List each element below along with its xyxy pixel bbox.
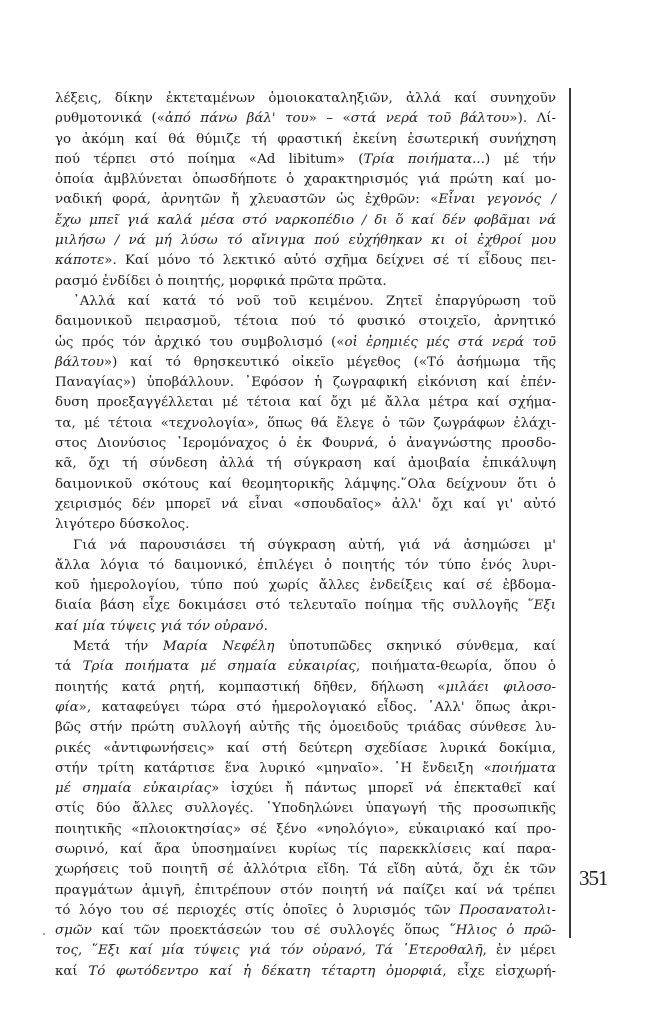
text-line [55, 820, 556, 840]
text-line [55, 475, 556, 495]
text-line [55, 130, 556, 150]
text-segment: Παναγίας») ὑποβάλλουν. ᾿Εφόσον ἡ ζωγραφική εἰκόνιση καί ἐπέν- [55, 375, 556, 391]
text-line [55, 739, 556, 759]
text-line [55, 515, 556, 535]
text-segment: ποιητικῆς «πλοιοκτησίας» σέ ξένο «νηολόγιο», εὐκαιριακό καί προ- [55, 821, 556, 837]
text-segment: σωρινό, καί ἄρα ὑποσημαίνει κυρίως τίς παρεκκλίσεις καί παρα- [55, 841, 556, 857]
text-segment: τα, μέ τέτοια «τεχνολογία», ὅπως θά ἔλεγε ὁ τῶν ζωγράφων ἐλάχι- [55, 415, 556, 431]
text-segment: ὑποτυπῶδες σκηνικό σύνθεμα, καί [274, 639, 556, 655]
text-line [55, 556, 556, 576]
text-segment: ») καί τό θρησκευτικό οἰκεῖο μέγεθος («Τό ἀσήμωμα τῆς [103, 354, 556, 370]
text-segment: λέξεις, δίκην ἐκτεταμένων ὁμοιοκαταληξιῶν, ἀλλά καί συνηχοῦν [55, 91, 556, 106]
text-line [55, 840, 556, 860]
text-segment: , ἐν μέρει [482, 943, 556, 959]
text-segment: ἄλλα λόγια τό δαιμονικό, ἐπιλέγει ὁ ποιητής τόν τύπο ἑνός λυρι- [55, 557, 556, 573]
text-segment: ρυθμοτονικά (« [55, 111, 165, 127]
text-line [55, 414, 556, 434]
text-line [55, 373, 556, 393]
italic-text-segment: Εἶναι γεγονός / [438, 192, 556, 208]
italic-text-segment: Τό φωτόδεντρο καί ἡ δέκατη τέταρτη ὀμορφιά [88, 963, 443, 979]
italic-text-segment: ἔχω μπεῖ γιά καλά μέσα στό ναρκοπέδιο / δι ὅ καί δέν φοβᾶμαι νά [55, 212, 556, 228]
italic-text-segment: μιλήσω / νά μή λύσω τό αἴνιγμα πού εὐχήθηκαν κι οἱ ἐχθροί μου [55, 233, 556, 249]
text-segment: δαιμονικοῦ πειρασμοῦ, τέτοια πού τό φυσικό στοιχεῖο, ἀρνητικό [55, 314, 556, 330]
italic-text-segment: Τρία ποιήματα μέ σημαία εὐκαιρίας [82, 659, 356, 675]
text-line [55, 536, 556, 556]
text-segment: γο ἀκόμη καί θά θύμιζε τή φραστική ἐκείνη ἐσωτερική συνήχηση [55, 131, 556, 147]
text-segment: πραγμάτων ἀμιγῆ, ἐπιτρέπουν στόν ποιητή νά παίζει καί νά τρέπει [55, 882, 556, 898]
text-line [55, 393, 556, 413]
body-text [55, 89, 556, 982]
text-segment: καί τῶν προεκτάσεών του σέ συλλογές ὅπως [91, 923, 449, 939]
italic-text-segment: τος [55, 943, 78, 959]
text-line [55, 89, 556, 109]
text-line [55, 678, 556, 698]
text-line [55, 617, 556, 637]
margin-rule [569, 88, 571, 938]
italic-text-segment: Τρία ποιήματα... [363, 151, 485, 167]
text-segment: λιγότερο δύσκολος. [55, 517, 190, 533]
italic-text-segment: φία [55, 699, 79, 715]
text-segment: Μετά τήν [73, 639, 163, 655]
italic-text-segment: σμῶν [55, 923, 92, 939]
text-segment: , [361, 943, 376, 959]
text-segment: ὁποία ἀμβλύνεται ὁπωσδήποτε ὁ χαρακτηρισμός γιά πρώτη καί μο- [55, 172, 556, 188]
italic-text-segment: ποιήματα [491, 760, 556, 776]
text-segment: πού τέρπει στό ποίημα «Ad libitum» ( [55, 151, 364, 167]
italic-text-segment: ἀπό πάνω βάλ' του [164, 111, 309, 127]
text-line [55, 637, 556, 657]
italic-text-segment: Μαρία Νεφέλη [162, 639, 275, 655]
text-line [55, 698, 556, 718]
text-line [55, 150, 556, 170]
italic-text-segment: μιλάει φιλοσο- [445, 679, 556, 695]
italic-text-segment: στά νερά τοῦ βάλτου [350, 111, 510, 127]
text-line [55, 941, 556, 961]
text-line [55, 272, 556, 292]
italic-text-segment: κάποτε [55, 253, 105, 269]
text-line [55, 657, 556, 677]
text-line [55, 251, 556, 271]
text-segment: ) μέ τήν [484, 151, 556, 167]
text-line [55, 921, 556, 941]
text-segment: Γιά νά παρουσιάσει τή σύγκραση αὐτή, γιά νά ἀσημώσει μ' [73, 537, 556, 553]
text-segment: ». Καί μόνο τό λεκτικό αὐτό σχῆμα δείχνει σέ τί εἶδους πει- [104, 253, 556, 269]
text-segment: ρικές «ἀντιφωνήσεις» καί στή δεύτερη σχεδίασε λυρικά δοκίμια, [55, 740, 556, 756]
text-line [55, 333, 556, 353]
text-segment: στήν τρίτη κατάρτισε ἕνα λυρικό «μηναῖο». ῾Η ἔνδειξη « [55, 760, 492, 776]
text-segment: » – « [308, 111, 351, 127]
text-segment: , [77, 943, 92, 959]
text-line [55, 799, 556, 819]
text-line [55, 495, 556, 515]
text-segment: τά [55, 659, 83, 675]
italic-text-segment: μέ σημαία εὐκαιρίας [55, 781, 212, 797]
text-segment: καί [55, 963, 89, 979]
text-segment: ποιητής κατά ρητή, κομπαστική δῆθεν, δήλωση « [55, 679, 446, 695]
text-segment: κοῦ ἡμερολογίου, τύπο πού χωρίς ἄλλες ἐνδείξεις καί σέ ἑβδομα- [55, 578, 556, 594]
italic-text-segment: βάλτου [55, 354, 104, 370]
text-segment: διαία βάση εἶχε δοκιμάσει στό τελευταῖο ποίημα τῆς συλλογῆς [55, 598, 527, 614]
text-line [55, 231, 556, 251]
text-segment: . [263, 618, 268, 634]
text-segment: », καταφεύγει τώρα στό ἡμερολογιακό εἶδος. ᾿Αλλ' ὅπως ἀκρι- [78, 699, 556, 715]
text-line [55, 881, 556, 901]
italic-text-segment: ῞Ηλιος ὁ πρῶ- [448, 923, 556, 939]
italic-text-segment: οἱ ἐρημιές μές στά νερά τοῦ [344, 334, 556, 350]
text-segment: , ποιήματα-θεωρία, ὅπου ὁ [355, 659, 556, 675]
text-segment: ναδική φορά, ἀρνητῶν ἤ χλευαστῶν ὡς ἐχθρῶν: « [55, 192, 439, 208]
italic-text-segment: ῞Εξι καί μία τύψεις γιά τόν οὐρανό [91, 943, 362, 959]
text-line [55, 962, 556, 982]
text-line [55, 779, 556, 799]
text-segment: ᾿Αλλά καί κατά τό νοῦ τοῦ κειμένου. Ζητεῖ ἐπαργύρωση τοῦ [73, 293, 556, 309]
text-line [55, 190, 556, 210]
text-line [55, 596, 556, 616]
text-segment: στίς δύο ἄλλες συλλογές. ῾Υποδηλώνει ὑπαγωγή τῆς προσωπικῆς [55, 801, 556, 817]
italic-text-segment: Τά ῾Ετεροθαλῆ [375, 943, 483, 959]
text-line [55, 860, 556, 880]
text-segment: στος Διονύσιος ῾Ιερομόναχος ὁ ἐκ Φουρνά, ὁ ἀναγνώστης προσδο- [55, 436, 556, 452]
text-line [55, 109, 556, 129]
text-segment: δυση προεξαγγέλλεται μέ τέτοια καί ὄχι μέ ἄλλα μέτρα καί σχήμα- [55, 395, 556, 411]
scan-speck [43, 933, 45, 935]
text-line [55, 576, 556, 596]
text-line [55, 454, 556, 474]
italic-text-segment: Προσανατολι- [459, 902, 556, 918]
text-segment: βῶς στήν πρώτη συλλογή αὐτῆς τῆς ὁμοειδοῦς τριάδας σύνθεσε λυ- [55, 720, 556, 736]
text-segment: χωρήσεις τοῦ ποιητῆ σέ ἀλλότρια εἴδη. Τά εἴδη αὐτά, ὄχι ἐκ τῶν [55, 862, 556, 878]
text-segment: ὡς πρός τόν ἀρχικό του συμβολισμό (« [55, 334, 345, 350]
text-line [55, 292, 556, 312]
text-segment: ρασμό ἐνδίδει ὁ ποιητής, μορφικά πρῶτα πρῶτα. [55, 273, 387, 289]
text-line [55, 434, 556, 454]
text-segment: τό λόγο του σέ περιοχές στίς ὁποῖες ὁ λυρισμός τῶν [55, 902, 460, 918]
text-segment: »). Λί- [509, 111, 556, 127]
text-line [55, 211, 556, 231]
text-segment: , εἶχε εἰσχωρή- [442, 963, 556, 979]
text-line [55, 312, 556, 332]
italic-text-segment: ῞Εξι [526, 598, 556, 614]
italic-text-segment: καί μία τύψεις γιά τόν οὐρανό [55, 618, 264, 634]
text-segment: κᾶ, ὄχι τή σύνδεση ἀλλά τή σύγκραση καί ἀμοιβαία ἐπικάλυψη [55, 456, 556, 472]
text-line [55, 170, 556, 190]
page-number: 351 [579, 866, 608, 890]
text-line [55, 353, 556, 373]
text-segment: δαιμονικοῦ σκότους καί θεομητορικῆς λάμψης.῞Ολα δείχνουν ὅτι ὁ [55, 476, 556, 492]
text-line [55, 718, 556, 738]
text-segment: » ἰσχύει ἤ πάντως μπορεῖ νά ἐπεκταθεῖ καί [211, 781, 556, 797]
text-segment: χειρισμός δέν μπορεῖ νά εἶναι «σπουδαῖος» ἀλλ' ὄχι καί γι' αὐτό [55, 496, 556, 512]
text-line [55, 901, 556, 921]
text-line [55, 759, 556, 779]
